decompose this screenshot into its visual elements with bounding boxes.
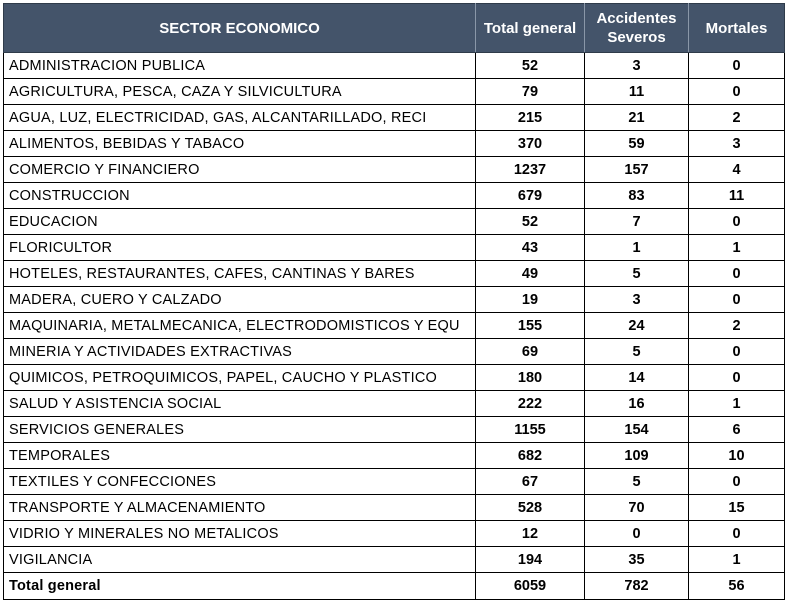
cell-total: 194 [476,547,585,573]
cell-deaths: 0 [689,79,785,105]
table-row [4,521,785,547]
cell-accidents: 21 [585,105,689,131]
cell-sector: TEXTILES Y CONFECCIONES [4,469,476,495]
cell-sector: VIDRIO Y MINERALES NO METALICOS [4,521,476,547]
cell-sector: SERVICIOS GENERALES [4,417,476,443]
cell-sector: EDUCACION [4,209,476,235]
cell-accidents: 59 [585,131,689,157]
cell-deaths: 0 [689,339,785,365]
table-row [4,391,785,417]
cell-total: 67 [476,469,585,495]
cell-deaths: 0 [689,53,785,79]
cell-sector: ADMINISTRACION PUBLICA [4,53,476,79]
cell-total: 12 [476,521,585,547]
table-row [4,131,785,157]
cell-deaths: 10 [689,443,785,469]
cell-total: 222 [476,391,585,417]
table-row [4,261,785,287]
cell-accidents: 24 [585,313,689,339]
cell-accidents: 70 [585,495,689,521]
header-deaths: Mortales [689,4,785,53]
cell-accidents: 5 [585,261,689,287]
header-row [4,4,785,53]
table-row [4,53,785,79]
cell-sector: FLORICULTOR [4,235,476,261]
table-header [4,4,785,53]
cell-accidents: 157 [585,157,689,183]
cell-total: 49 [476,261,585,287]
cell-accidents: 7 [585,209,689,235]
cell-sector: MINERIA Y ACTIVIDADES EXTRACTIVAS [4,339,476,365]
cell-deaths: 2 [689,105,785,131]
grand-total-deaths: 56 [689,573,785,600]
cell-deaths: 6 [689,417,785,443]
cell-total: 1155 [476,417,585,443]
cell-sector: QUIMICOS, PETROQUIMICOS, PAPEL, CAUCHO Y PLASTICO [4,365,476,391]
cell-accidents: 109 [585,443,689,469]
cell-sector: VIGILANCIA [4,547,476,573]
table-row [4,365,785,391]
table-body [4,53,785,600]
table-row [4,235,785,261]
cell-sector: COMERCIO Y FINANCIERO [4,157,476,183]
grand-total-total: 6059 [476,573,585,600]
cell-total: 215 [476,105,585,131]
cell-deaths: 3 [689,131,785,157]
cell-accidents: 3 [585,53,689,79]
cell-accidents: 5 [585,339,689,365]
cell-sector: MAQUINARIA, METALMECANICA, ELECTRODOMISTICOS Y EQU [4,313,476,339]
cell-accidents: 5 [585,469,689,495]
cell-total: 79 [476,79,585,105]
table-row [4,313,785,339]
table-row [4,547,785,573]
cell-total: 43 [476,235,585,261]
header-sector: SECTOR ECONOMICO [4,4,476,53]
cell-accidents: 1 [585,235,689,261]
cell-deaths: 0 [689,365,785,391]
table-row [4,79,785,105]
cell-total: 180 [476,365,585,391]
cell-deaths: 0 [689,261,785,287]
cell-deaths: 0 [689,287,785,313]
cell-sector: TRANSPORTE Y ALMACENAMIENTO [4,495,476,521]
table-row [4,209,785,235]
table-row [4,469,785,495]
cell-total: 19 [476,287,585,313]
cell-sector: MADERA, CUERO Y CALZADO [4,287,476,313]
accidents-by-sector-table-container [3,3,784,600]
cell-deaths: 15 [689,495,785,521]
cell-total: 69 [476,339,585,365]
table-row [4,443,785,469]
cell-total: 682 [476,443,585,469]
cell-deaths: 2 [689,313,785,339]
cell-sector: ALIMENTOS, BEBIDAS Y TABACO [4,131,476,157]
cell-deaths: 1 [689,235,785,261]
cell-deaths: 0 [689,521,785,547]
table-row [4,183,785,209]
cell-accidents: 35 [585,547,689,573]
cell-accidents: 0 [585,521,689,547]
cell-sector: CONSTRUCCION [4,183,476,209]
cell-accidents: 16 [585,391,689,417]
cell-accidents: 154 [585,417,689,443]
accidents-by-sector-table [3,3,785,600]
cell-accidents: 11 [585,79,689,105]
cell-total: 52 [476,209,585,235]
grand-total-accidents: 782 [585,573,689,600]
cell-deaths: 1 [689,547,785,573]
cell-sector: HOTELES, RESTAURANTES, CAFES, CANTINAS Y BARES [4,261,476,287]
grand-total-row [4,573,785,600]
table-row [4,105,785,131]
table-row [4,495,785,521]
cell-deaths: 11 [689,183,785,209]
header-accidents: Accidentes Severos [585,4,689,53]
cell-deaths: 4 [689,157,785,183]
cell-total: 1237 [476,157,585,183]
cell-sector: TEMPORALES [4,443,476,469]
cell-accidents: 3 [585,287,689,313]
cell-accidents: 14 [585,365,689,391]
table-row [4,339,785,365]
header-total: Total general [476,4,585,53]
cell-sector: AGUA, LUZ, ELECTRICIDAD, GAS, ALCANTARILLADO, RECI [4,105,476,131]
cell-accidents: 83 [585,183,689,209]
cell-total: 679 [476,183,585,209]
table-row [4,287,785,313]
cell-total: 52 [476,53,585,79]
table-row [4,417,785,443]
cell-sector: SALUD Y ASISTENCIA SOCIAL [4,391,476,417]
cell-total: 528 [476,495,585,521]
cell-total: 155 [476,313,585,339]
table-row [4,157,785,183]
cell-deaths: 0 [689,209,785,235]
grand-total-label: Total general [4,573,476,600]
cell-sector: AGRICULTURA, PESCA, CAZA Y SILVICULTURA [4,79,476,105]
cell-deaths: 1 [689,391,785,417]
cell-deaths: 0 [689,469,785,495]
cell-total: 370 [476,131,585,157]
